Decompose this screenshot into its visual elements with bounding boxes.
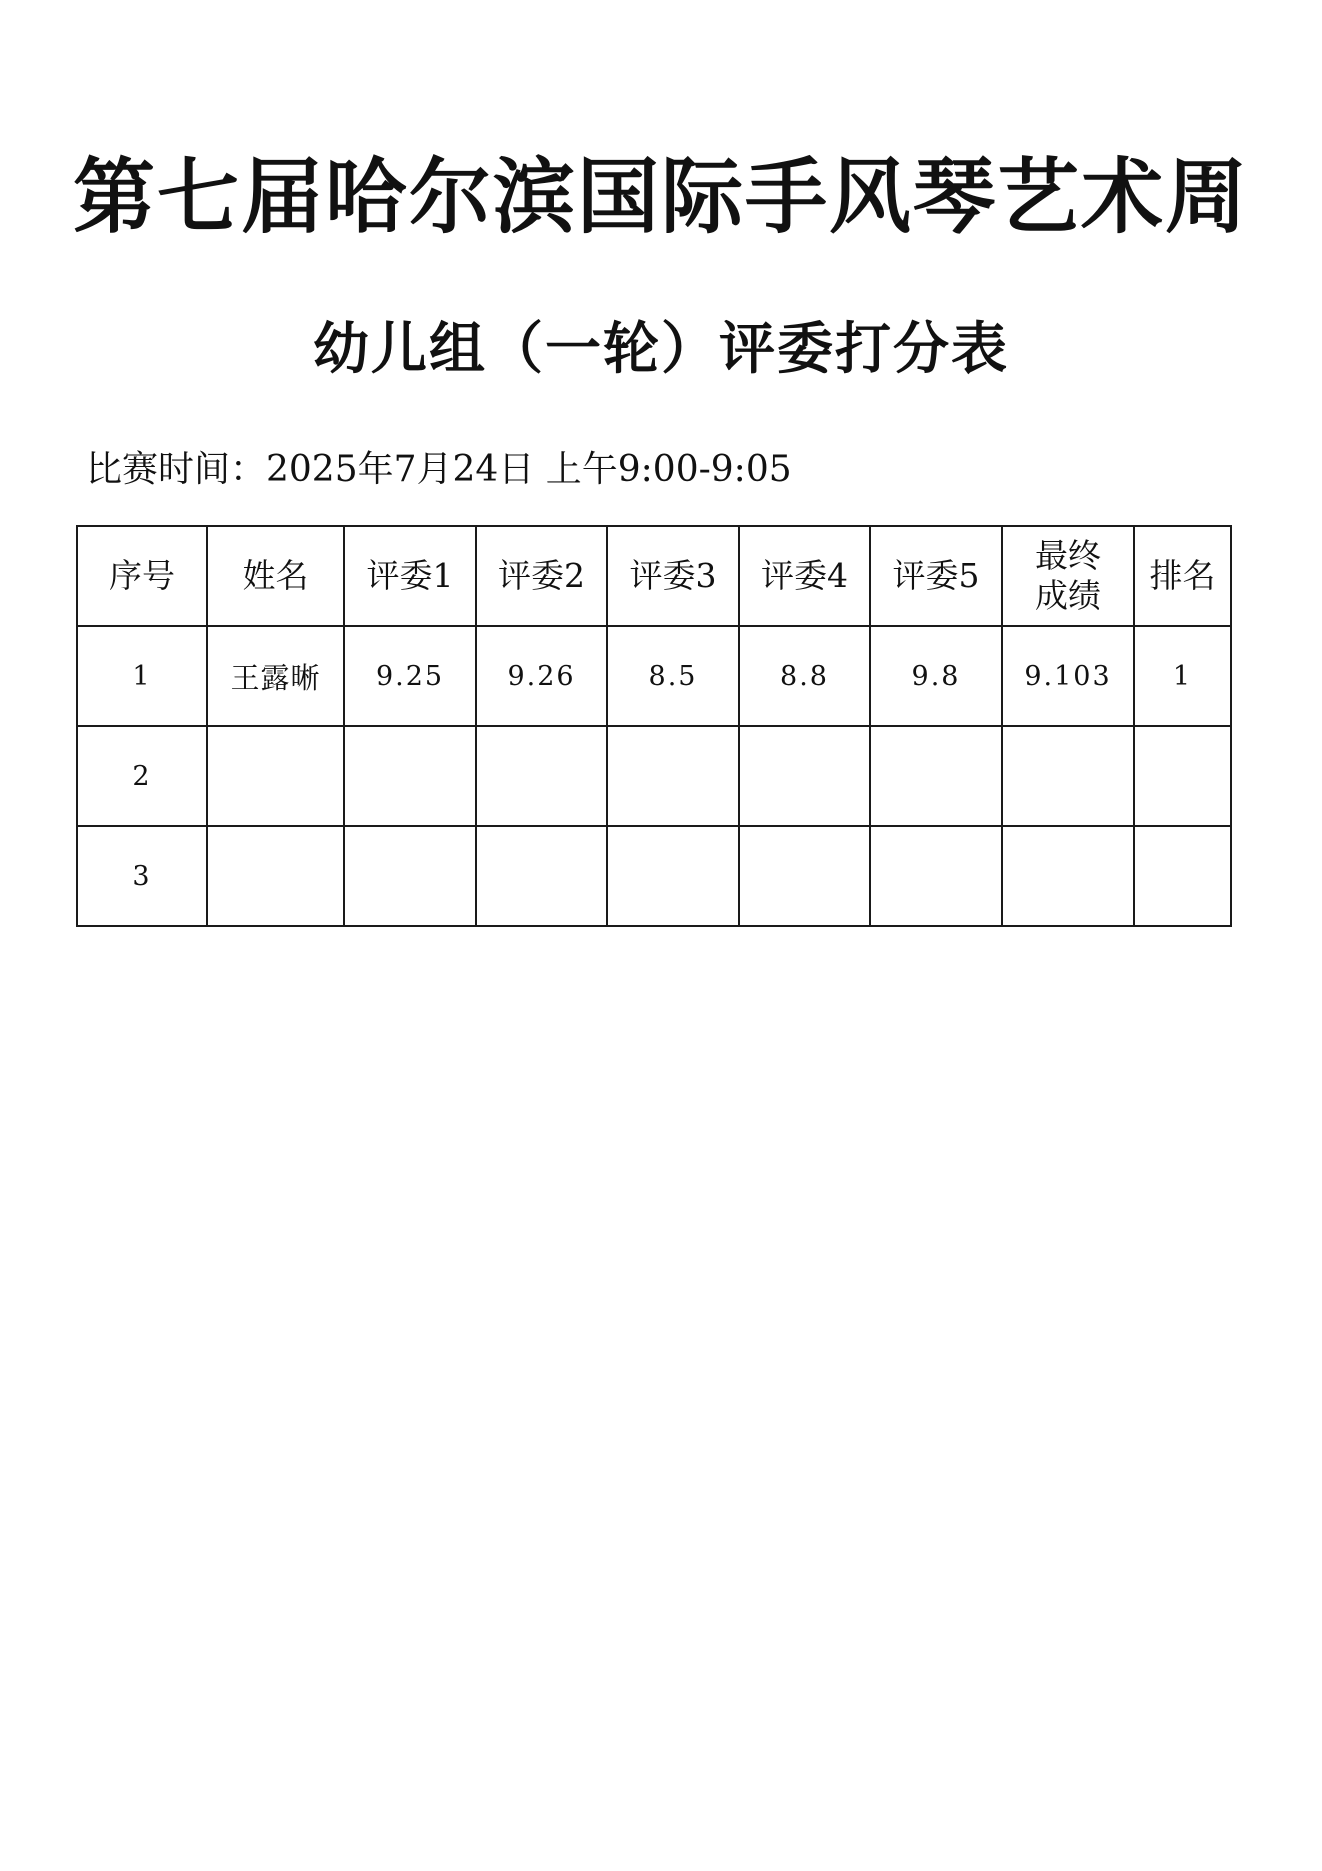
cell-judge-4	[739, 726, 870, 826]
cell-judge-4	[739, 826, 870, 926]
match-time: 比赛时间：2025年7月24日 上午9:00-9:05	[86, 449, 792, 490]
cell-rank: 1	[1134, 626, 1231, 726]
cell-judge-5	[870, 726, 1002, 826]
cell-index: 1	[77, 626, 207, 726]
cell-rank	[1134, 726, 1231, 826]
table-row	[77, 626, 1231, 726]
cell-name	[207, 826, 344, 926]
cell-judge-5: 9.8	[870, 626, 1002, 726]
header-name: 姓名	[207, 526, 344, 626]
cell-final-score: 9.103	[1002, 626, 1134, 726]
cell-index: 3	[77, 826, 207, 926]
document-subtitle: 幼儿组（一轮）评委打分表	[313, 317, 1009, 382]
header-final-line-1: 最终	[1035, 536, 1101, 575]
cell-rank	[1134, 826, 1231, 926]
header-judge-5: 评委5	[870, 526, 1002, 626]
cell-judge-2	[476, 726, 607, 826]
table-row	[77, 826, 1231, 926]
score-table	[76, 525, 1232, 927]
cell-judge-3	[607, 826, 739, 926]
cell-name: 王露晰	[207, 626, 344, 726]
cell-judge-1	[344, 826, 476, 926]
cell-judge-4: 8.8	[739, 626, 870, 726]
document-title: 第七届哈尔滨国际手风琴艺术周	[72, 150, 1249, 245]
header-judge-4: 评委4	[739, 526, 870, 626]
cell-name	[207, 726, 344, 826]
cell-judge-1: 9.25	[344, 626, 476, 726]
table-row	[77, 726, 1231, 826]
cell-judge-3	[607, 726, 739, 826]
cell-index: 2	[77, 726, 207, 826]
cell-final-score	[1002, 726, 1134, 826]
header-final-line-2: 成绩	[1035, 576, 1101, 615]
cell-final-score	[1002, 826, 1134, 926]
cell-judge-5	[870, 826, 1002, 926]
cell-judge-2	[476, 826, 607, 926]
header-judge-1: 评委1	[344, 526, 476, 626]
cell-judge-1	[344, 726, 476, 826]
cell-judge-3: 8.5	[607, 626, 739, 726]
table-header-row	[77, 526, 1231, 626]
cell-judge-2: 9.26	[476, 626, 607, 726]
header-judge-2: 评委2	[476, 526, 607, 626]
header-rank: 排名	[1134, 526, 1231, 626]
header-final-score	[1002, 526, 1134, 626]
header-judge-3: 评委3	[607, 526, 739, 626]
header-index: 序号	[77, 526, 207, 626]
